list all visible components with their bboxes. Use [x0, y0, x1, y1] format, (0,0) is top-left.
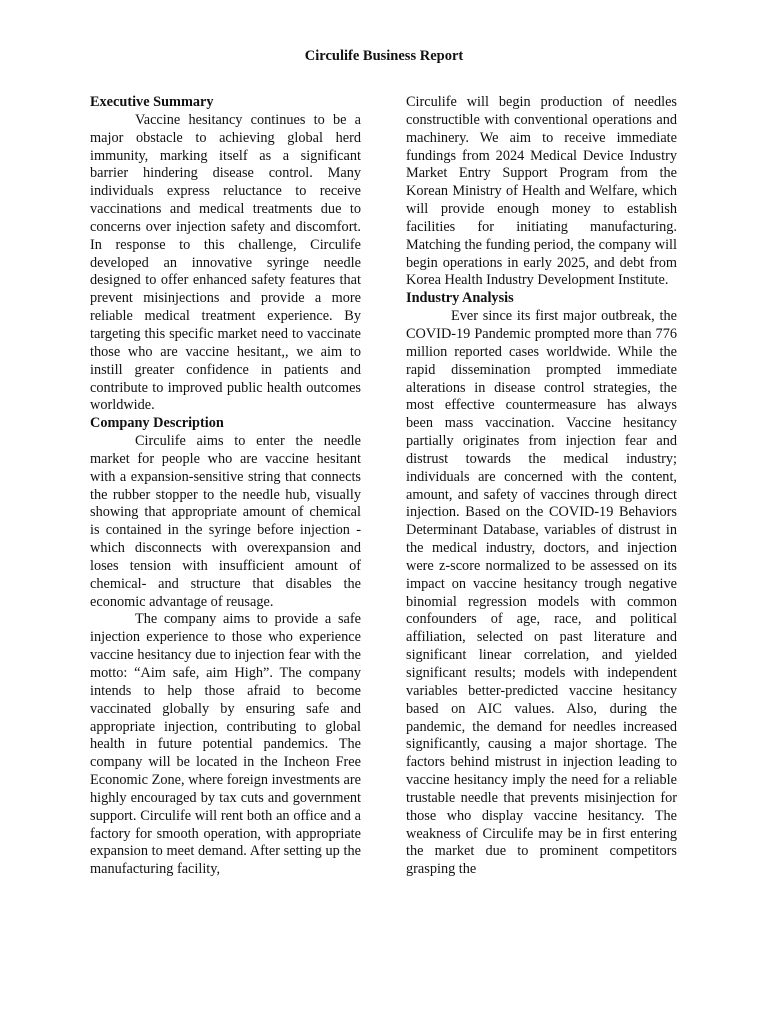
- right-column: [406, 94, 677, 879]
- executive-summary-heading: Executive Summary: [90, 94, 214, 110]
- company-description-paragraph-2: The company aims to provide a safe injection experience to those who experience vaccine hesitancy due to injection fear with the motto: “Aim safe, aim High”. The company intends to help those afraid to become vaccinated globally by ensuring safe and appropriate injection, contributing to global health in future potential pandemics. The company will be located in the Incheon Free Economic Zone, where foreign investments are highly encouraged by tax cuts and government support. Circulife will rent both an office and a factory for smooth operation, with appropriate expansion to meet demand. After setting up the manufacturing facility,: [90, 611, 361, 878]
- executive-summary-paragraph: Vaccine hesitancy continues to be a major obstacle to achieving global herd immunity, marking itself as a significant barrier hindering disease control. Many individuals express reluctance to receive vaccinations and medical treatments due to concerns over injection safety and discomfort. In response to this challenge, Circulife developed an innovative syringe needle designed to offer enhanced safety features that prevent misinjections and provide a more reliable medical treatment experience. By targeting this specific market need to vaccinate those who are vaccine hesitant,, we aim to instill greater confidence in patients and contribute to improved public health outcomes worldwide.: [90, 111, 361, 414]
- industry-analysis-paragraph: Ever since its first major outbreak, the COVID-19 Pandemic prompted more than 776 million reported cases worldwide. While the rapid dissemination prompted immediate alterations in disease control strategies, the most effective countermeasure has always been mass vaccination. Vaccine hesitancy partially originates from injection fear and distrust towards the medical industry; individuals are concerned with the content, amount, and safety of vaccines through direct injection. Based on the COVID-19 Behaviors Determinant Database, variables of distrust in the medical industry, doctors, and injection were z-score normalized to be assessed on its impact on vaccine hesitancy trough negative binomial regression models with common confounders of age, race, and political affiliation, selected on past literature and significant linear correlation, and yielded significant results; models with independent variables better-predicted vaccine hesitancy based on AIC values. Also, during the pandemic, the demand for needles increased significantly, causing a major shortage. The factors behind mistrust in injection leading to vaccine hesitancy imply the need for a reliable trustable needle that prevents misinjection for those who display vaccine hesitancy. The weakness of Circulife may be in first entering the market due to prominent competitors grasping the: [406, 308, 677, 878]
- company-description-heading: Company Description: [90, 415, 224, 432]
- company-description-paragraph-1: Circulife aims to enter the needle market for people who are vaccine hesitant with a expansion-sensitive string that connects the rubber stopper to the needle hub, visually showing that appropriate amount of chemical is contained in the syringe before injection - which disconnects with overexpansion and loses tension with insufficient amount of chemical- and structure that disables the economic advantage of reusage.: [90, 433, 361, 610]
- left-column: [90, 94, 361, 879]
- document-title: Circulife Business Report: [304, 48, 464, 64]
- industry-analysis-heading: Industry Analysis: [406, 290, 514, 307]
- company-description-continuation: Circulife will begin production of needles constructible with conventional operations and machinery. We aim to receive immediate fundings from 2024 Medical Device Industry Market Entry Support Program from the Korean Ministry of Health and Welfare, which will provide enough money to establish facilities for initiating manufacturing. Matching the funding period, the company will begin operations in early 2025, and debt from Korea Health Industry Development Institute.: [406, 94, 677, 289]
